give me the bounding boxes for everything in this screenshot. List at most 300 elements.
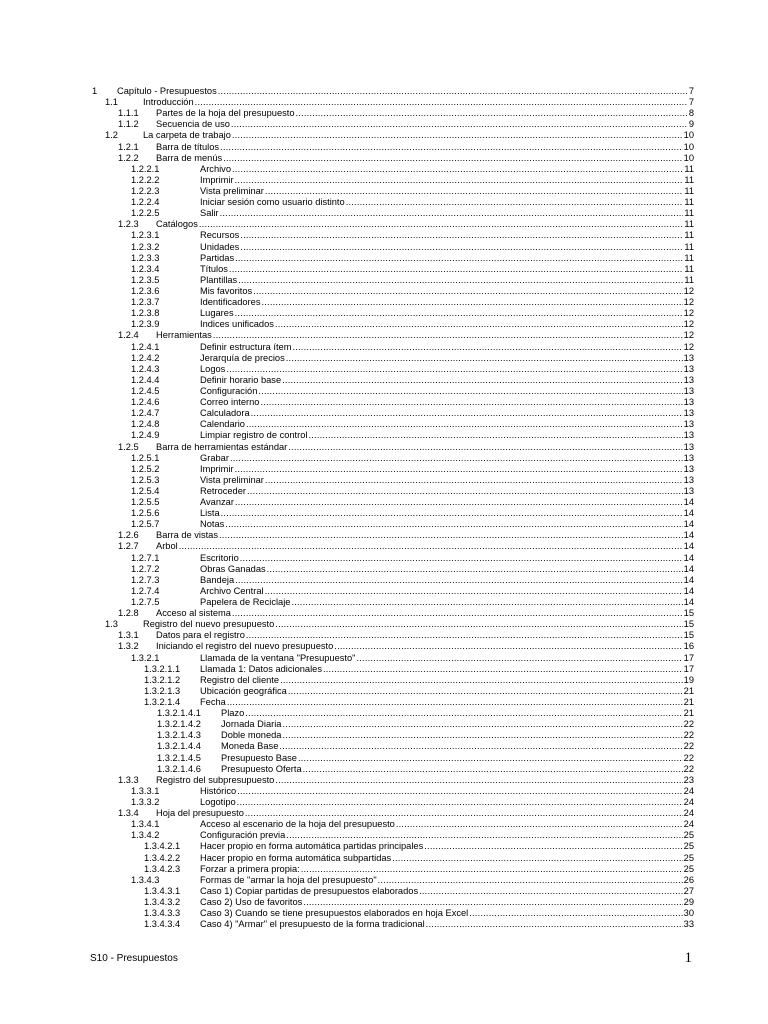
toc-entry-line [200,364,694,375]
toc-entry[interactable] [0,375,768,386]
toc-entry-line [200,208,694,219]
toc-entry-title: Iniciando el registro del nuevo presupuesto [156,641,334,652]
toc-entry-page: 23 [683,774,694,785]
toc-entry-number: 1.3.4.1 [131,819,160,830]
toc-entry-title: Lista [200,508,220,519]
toc-entry-number: 1.2.5.5 [131,497,160,508]
toc-entry-line [200,386,694,397]
toc-dot-leader [346,197,684,208]
toc-entry-page: 10 [683,141,694,152]
toc-dot-leader [221,508,683,519]
toc-entry[interactable] [0,586,768,597]
toc-entry[interactable] [0,730,768,741]
toc-dot-leader [235,575,683,586]
toc-entry-line [156,775,694,786]
toc-dot-leader [424,841,682,852]
toc-entry-number: 1.3.4.2.2 [144,852,181,863]
toc-entry-line [200,175,694,186]
toc-entry-number: 1.2.8 [118,608,139,619]
toc-entry-number: 1.2.3 [118,219,139,230]
toc-dot-leader [419,886,683,897]
toc-dot-leader [378,875,683,886]
toc-entry-line [143,619,694,630]
toc-entry-line [200,553,694,564]
toc-dot-leader [282,730,682,741]
toc-entry-line [200,819,694,830]
toc-entry-number: 1.2.4.4 [131,374,160,385]
toc-entry-line [200,686,694,697]
toc-entry-title: Caso 2) Uso de favoritos [200,896,303,907]
toc-entry[interactable] [0,297,768,308]
toc-dot-leader [265,186,683,197]
toc-entry-number: 1.3.2.1.4.3 [157,730,201,741]
toc-entry[interactable] [0,675,768,686]
toc-entry-number: 1.3.2.1.4.1 [157,708,201,719]
toc-entry-page: 14 [683,563,694,574]
toc-dot-leader [235,175,684,186]
toc-entry-number: 1.2.3.2 [131,241,160,252]
toc-entry[interactable] [0,464,768,475]
toc-entry[interactable] [0,186,768,197]
toc-entry[interactable] [0,653,768,664]
toc-entry-title: Registro del subpresupuesto [156,774,275,785]
toc-entry[interactable] [0,230,768,241]
toc-entry-page: 13 [683,452,694,463]
toc-entry-page: 13 [683,485,694,496]
toc-entry-page: 11 [684,274,694,285]
toc-entry-page: 16 [683,641,694,652]
toc-dot-leader [275,319,683,330]
toc-entry[interactable] [0,264,768,275]
toc-dot-leader [195,97,688,108]
toc-entry[interactable] [0,697,768,708]
toc-dot-leader [199,219,683,230]
toc-dot-leader [229,264,683,275]
toc-entry[interactable] [0,686,768,697]
toc-entry[interactable] [0,786,768,797]
footer-title: S10 - Presupuestos [90,953,178,964]
toc-entry[interactable] [0,319,768,330]
toc-entry[interactable] [0,764,768,775]
toc-entry[interactable] [0,430,768,441]
toc-entry-title: Hoja del presupuesto [156,808,244,819]
toc-entry[interactable] [0,175,768,186]
toc-entry-line [200,164,694,175]
toc-dot-leader [288,686,683,697]
toc-dot-leader [286,353,683,364]
toc-entry-page: 12 [683,341,694,352]
toc-entry-number: 1.2.3.5 [131,274,160,285]
toc-entry-line [200,253,694,264]
toc-entry-page: 19 [683,674,694,685]
toc-entry-page: 21 [683,708,694,719]
toc-entry-title: Secuencia de uso [156,119,230,130]
toc-entry-page: 22 [683,763,694,774]
toc-entry-line [221,730,694,741]
toc-entry-title: Configuración previa [200,830,286,841]
toc-entry-line [200,664,694,675]
toc-entry[interactable] [0,775,768,786]
toc-entry-line [200,875,694,886]
toc-entry[interactable] [0,530,768,541]
toc-entry[interactable] [0,142,768,153]
toc-entry[interactable] [0,619,768,630]
toc-entry-title: Papelera de Reciclaje [200,597,291,608]
toc-entry-number: 1.1.2 [118,119,139,130]
toc-entry-page: 14 [683,519,694,530]
toc-dot-leader [265,586,683,597]
toc-entry-number: 1.3.3.1 [131,785,160,796]
toc-entry-line [200,308,694,319]
toc-entry[interactable] [0,475,768,486]
toc-entry-number: 1.3.4.3.2 [144,896,181,907]
toc-entry[interactable] [0,164,768,175]
toc-entry-number: 1.3.2.1.4.6 [157,763,201,774]
toc-entry[interactable] [0,197,768,208]
toc-entry-page: 14 [683,597,694,608]
toc-entry-line [200,697,694,708]
toc-entry-line [156,219,694,230]
toc-entry[interactable] [0,308,768,319]
toc-entry[interactable] [0,886,768,897]
toc-entry-number: 1.3.3 [118,774,139,785]
toc-entry[interactable] [0,342,768,353]
toc-entry-line [200,564,694,575]
toc-entry-number: 1.2.4.2 [131,352,160,363]
toc-dot-leader [282,375,683,386]
toc-entry[interactable] [0,453,768,464]
toc-dot-leader [220,142,683,153]
toc-entry-title: Notas [200,519,225,530]
toc-entry-line [200,830,694,841]
toc-entry-title: Grabar [200,452,229,463]
toc-entry-line [200,497,694,508]
toc-entry-title: Obras Ganadas [200,563,266,574]
toc-entry-number: 1.2.4.3 [131,363,160,374]
toc-dot-leader [231,119,688,130]
toc-dot-leader [426,919,683,930]
toc-entry[interactable] [0,719,768,730]
toc-entry-page: 25 [683,841,694,852]
toc-entry-title: Acceso al escenario de la hoja del presupuesto [200,819,395,830]
toc-entry[interactable] [0,541,768,552]
toc-entry-title: Archivo Central [200,585,264,596]
toc-entry-line [221,708,694,719]
toc-dot-leader [238,275,683,286]
toc-entry[interactable] [0,153,768,164]
toc-entry-title: Introducción [143,97,194,108]
toc-entry-title: Vista preliminar [200,185,264,196]
toc-entry-page: 17 [683,663,694,674]
toc-dot-leader [245,808,683,819]
toc-entry-line [200,919,694,930]
toc-entry-number: 1.2.4 [118,330,139,341]
toc-entry-title: Caso 4) "Armar" el presupuesto de la forma tradicional [200,919,425,930]
toc-entry[interactable] [0,708,768,719]
toc-entry[interactable] [0,519,768,530]
toc-dot-leader [235,253,683,264]
toc-entry-line [200,419,694,430]
toc-entry-page: 13 [683,352,694,363]
toc-entry-title: Identificadores [200,297,261,308]
toc-entry-number: 1.3.4.3 [131,874,160,885]
toc-entry-number: 1.2.3.7 [131,297,160,308]
toc-entry[interactable] [0,897,768,908]
toc-entry[interactable] [0,919,768,930]
toc-dot-leader [288,442,682,453]
toc-entry-title: Bandeja [200,574,235,585]
toc-entry[interactable] [0,753,768,764]
toc-entry-page: 26 [683,874,694,885]
toc-dot-leader [232,164,683,175]
toc-dot-leader [356,653,682,664]
toc-entry[interactable] [0,386,768,397]
toc-entry-line [200,430,694,441]
toc-dot-leader [237,797,683,808]
toc-dot-leader [223,153,683,164]
toc-entry[interactable] [0,330,768,341]
toc-entry-page: 24 [683,808,694,819]
toc-entry-line [200,908,694,919]
toc-dot-leader [230,453,683,464]
toc-entry-line [200,886,694,897]
toc-entry-number: 1.2.2.2 [131,174,160,185]
toc-entry[interactable] [0,497,768,508]
toc-entry-number: 1.3.2.1 [131,652,160,663]
toc-entry-title: Ubicación geográfica [200,685,287,696]
toc-entry[interactable] [0,553,768,564]
toc-entry-number: 1.3.2.1.1 [144,663,181,674]
toc-entry-title: Partes de la hoja del presupuesto [156,108,295,119]
toc-entry-title: Capítulo - Presupuestos [117,86,217,96]
toc-entry-number: 1.3.3.2 [131,797,160,807]
toc-entry[interactable] [0,797,768,808]
toc-entry[interactable] [0,608,768,619]
toc-entry[interactable] [0,508,768,519]
toc-entry[interactable] [0,86,768,97]
toc-entry[interactable] [0,253,768,264]
toc-entry-page: 25 [683,863,694,874]
toc-entry[interactable] [0,841,768,852]
toc-entry-title: Plantillas [200,274,238,285]
toc-entry-number: 1.2.2.1 [131,163,160,174]
toc-entry-line [200,453,694,464]
toc-dot-leader [253,286,682,297]
toc-entry-number: 1.3 [105,619,118,630]
toc-entry[interactable] [0,741,768,752]
toc-entry-page: 11 [684,230,694,241]
toc-entry-title: Barra de herramientas estándar [156,441,288,452]
toc-entry-title: Registro del cliente [200,674,280,685]
toc-dot-leader [235,497,683,508]
toc-entry-line [156,442,694,453]
toc-entry-line [156,119,694,130]
toc-dot-leader [246,419,683,430]
toc-entry-page: 11 [684,252,694,263]
toc-entry[interactable] [0,641,768,652]
toc-entry-page: 33 [683,919,694,930]
toc-entry-title: Limpiar registro de control [200,430,308,441]
toc-dot-leader [308,430,682,441]
toc-entry[interactable] [0,819,768,830]
toc-dot-leader [179,541,683,552]
toc-entry-line [200,342,694,353]
toc-dot-leader [225,519,682,530]
toc-entry-page: 13 [683,397,694,408]
toc-entry[interactable] [0,575,768,586]
toc-entry[interactable] [0,130,768,141]
toc-dot-leader [261,297,682,308]
toc-dot-leader [251,408,683,419]
toc-entry-line [200,230,694,241]
toc-dot-leader [296,108,688,119]
toc-dot-leader [240,242,683,253]
toc-entry[interactable] [0,630,768,641]
toc-entry-title: Hacer propio en forma automática partidas principales [200,841,424,852]
toc-entry[interactable] [0,830,768,841]
toc-entry-line [200,286,694,297]
toc-entry[interactable] [0,108,768,119]
toc-entry[interactable] [0,864,768,875]
toc-entry[interactable] [0,364,768,375]
toc-entry-title: Datos para el registro [156,630,245,641]
toc-entry-page: 12 [683,285,694,296]
toc-entry-page: 24 [683,797,694,807]
toc-dot-leader [245,708,682,719]
toc-entry[interactable] [0,486,768,497]
toc-entry-title: Jornada Diaria [221,719,282,730]
toc-entry-number: 1.2.3.1 [131,230,160,241]
toc-dot-leader [291,597,682,608]
toc-entry[interactable] [0,875,768,886]
toc-entry-title: Configuración [200,385,258,396]
toc-entry[interactable] [0,597,768,608]
toc-entry-number: 1.3.1 [118,630,139,641]
toc-entry-title: Mis favoritos [200,285,253,296]
toc-entry-line [156,630,694,641]
toc-entry[interactable] [0,97,768,108]
toc-entry[interactable] [0,408,768,419]
toc-dot-leader [213,330,683,341]
toc-entry[interactable] [0,275,768,286]
toc-entry-page: 15 [683,619,694,630]
toc-entry-page: 14 [683,574,694,585]
toc-entry-title: Partidas [200,252,235,263]
toc-dot-leader [265,475,683,486]
toc-entry-line [221,741,694,752]
toc-entry-number: 1.3.2.1.4.2 [157,719,201,730]
toc-dot-leader [232,608,683,619]
toc-entry-page: 22 [683,741,694,752]
toc-entry-line [200,841,694,852]
toc-entry-page: 13 [683,419,694,430]
toc-entry-line [156,108,694,119]
toc-entry-line [200,575,694,586]
toc-entry-page: 12 [683,308,694,319]
toc-entry-number: 1.2.5.1 [131,452,160,463]
toc-entry-page: 27 [683,885,694,896]
toc-entry-page: 11 [684,185,694,196]
toc-entry-number: 1.2.5 [118,441,139,452]
toc-entry[interactable] [0,908,768,919]
toc-entry-title: Herramientas [156,330,212,341]
toc-dot-leader [392,853,682,864]
toc-entry-number: 1.2.2.5 [131,208,160,219]
toc-entry-line [200,853,694,864]
toc-entry-line [200,319,694,330]
toc-entry-page: 10 [683,152,694,163]
toc-entry-line [200,242,694,253]
toc-entry-title: Caso 1) Copiar partidas de presupuestos elaborados [200,885,419,896]
toc-entry-number: 1.1 [105,97,118,108]
toc-entry-line [156,641,694,652]
toc-entry-title: Logos [200,363,226,374]
toc-entry-title: Calculadora [200,408,250,419]
toc-entry-line [200,797,694,808]
toc-entry-page: 17 [683,652,694,663]
toc-entry[interactable] [0,208,768,219]
toc-entry-line [200,297,694,308]
toc-dot-leader [260,397,682,408]
toc-entry-page: 12 [683,319,694,330]
toc-entry-title: Presupuesto Oferta [221,763,302,774]
toc-entry-number: 1.2.7.1 [131,552,160,563]
toc-entry[interactable] [0,808,768,819]
toc-entry-page: 24 [683,819,694,830]
toc-dot-leader [303,897,682,908]
toc-entry-page: 21 [683,697,694,708]
toc-entry-line [200,586,694,597]
toc-entry-line [200,397,694,408]
toc-dot-leader [279,741,682,752]
toc-entry-number: 1.2.3.4 [131,263,160,274]
toc-dot-leader [282,719,682,730]
toc-entry-line [200,197,694,208]
toc-entry-title: Registro del nuevo presupuesto [143,619,275,630]
toc-entry[interactable] [0,242,768,253]
toc-entry-page: 11 [684,174,694,185]
toc-entry-number: 1.2.7.5 [131,597,160,608]
toc-entry-number: 1.3.2.1.4.5 [157,752,201,763]
toc-entry[interactable] [0,397,768,408]
toc-entry[interactable] [0,442,768,453]
toc-entry[interactable] [0,119,768,130]
toc-entry[interactable] [0,564,768,575]
toc-entry-page: 11 [684,263,694,274]
toc-entry-number: 1.2.4.1 [131,341,160,352]
toc-entry-page: 12 [683,330,694,341]
toc-entry-line [156,153,694,164]
toc-entry[interactable] [0,353,768,364]
toc-entry-page: 11 [684,241,694,252]
toc-entry[interactable] [0,219,768,230]
toc-entry[interactable] [0,664,768,675]
toc-entry-line [200,486,694,497]
toc-entry-page: 21 [683,685,694,696]
toc-entry[interactable] [0,419,768,430]
toc-entry-line [200,864,694,875]
toc-entry-title: Imprimir [200,463,234,474]
toc-dot-leader [227,697,683,708]
toc-entry-number: 1.2.5.2 [131,463,160,474]
toc-entry[interactable] [0,853,768,864]
toc-dot-leader [247,486,683,497]
toc-entry-line [117,86,694,97]
toc-entry[interactable] [0,286,768,297]
toc-entry-title: Histórico [200,785,237,796]
toc-entry-number: 1.2.4.8 [131,419,160,430]
toc-dot-leader [286,830,682,841]
